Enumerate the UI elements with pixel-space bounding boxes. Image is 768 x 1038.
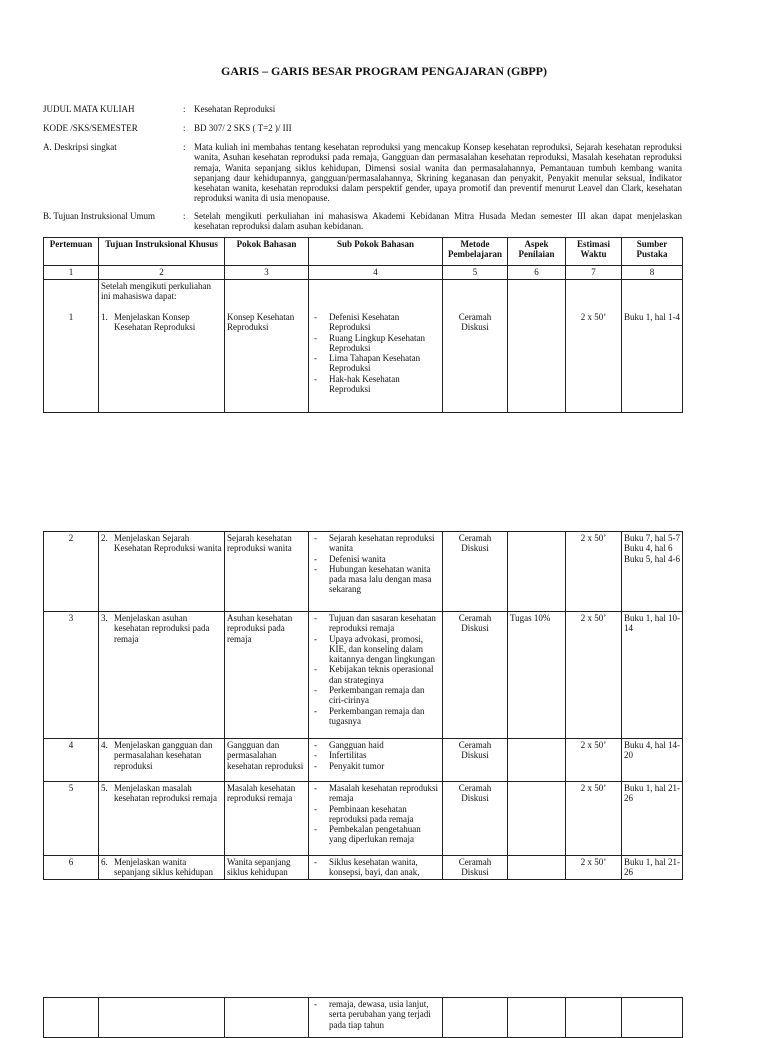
meta-colon: : (183, 142, 186, 152)
list-item: - Defenisi wanita (311, 554, 440, 564)
method (443, 998, 508, 1038)
list-item: - Gangguan haid (311, 740, 440, 750)
list-item: - Pembinaan kesehatan reproduksi pada remaja (311, 804, 440, 825)
column-number: 7 (566, 266, 622, 280)
table-row (44, 998, 683, 1038)
table-row (44, 612, 683, 739)
column-number-row (44, 266, 683, 280)
column-number: 8 (622, 266, 683, 280)
reference: Buku 1, hal 21-26 (622, 782, 683, 856)
time-estimate: 2 x 50’ (566, 739, 622, 782)
meeting-number: 2 (44, 532, 99, 612)
main-topic: Gangguan dan permasalahan kesehatan reproduksi (225, 739, 309, 782)
assessment (508, 998, 566, 1038)
list-item: - Pembekalan pengetahuan yang diperlukan remaja (311, 824, 440, 845)
column-number: 4 (309, 266, 443, 280)
list-item: - Hak-hak Kesehatan Reproduksi (311, 374, 440, 395)
header-cell: Metode Pembelajaran (443, 238, 508, 266)
table-row (44, 532, 683, 612)
main-topic: Konsep Kesehatan Reproduksi (225, 280, 309, 413)
list-item: - Kebijakan teknis operasional dan strateginya (311, 664, 440, 685)
meta-general-objective (43, 211, 683, 233)
meta-label: A. Deskripsi singkat (43, 142, 117, 152)
column-number: 3 (225, 266, 309, 280)
time-estimate: 2 x 50’ (566, 612, 622, 739)
list-item: - Hubungan kesehatan wanita pada masa lalu dengan masa sekarang (311, 564, 440, 595)
meeting-number: 5 (44, 782, 99, 856)
specific-objective: 4. Menjelaskan gangguan dan permasalahan kesehatan reproduksi (99, 739, 225, 782)
sub-topics (309, 280, 443, 413)
assessment: Tugas 10% (508, 612, 566, 739)
main-topic: Wanita sepanjang siklus kehidupan (225, 856, 309, 880)
meeting-number (44, 998, 99, 1038)
gbpp-table-part-3 (43, 997, 683, 1038)
reference: Buku 4, hal 14-20 (622, 739, 683, 782)
time-estimate: 2 x 50’ (566, 532, 622, 612)
assessment (508, 532, 566, 612)
document-title: GARIS – GARIS BESAR PROGRAM PENGAJARAN (GBPP) (220, 64, 547, 78)
meta-description (43, 142, 683, 206)
main-topic (225, 998, 309, 1038)
reference: Buku 1, hal 1-4 (622, 280, 683, 413)
reference: Buku 1, hal 10-14 (622, 612, 683, 739)
time-estimate: 2 x 50’ (566, 782, 622, 856)
table-row (44, 856, 683, 880)
meta-label: B. Tujuan Instruksional Umum (43, 211, 156, 221)
meta-colon: : (183, 104, 186, 114)
column-number: 5 (443, 266, 508, 280)
meta-value: Kesehatan Reproduksi (194, 104, 276, 114)
assessment (508, 280, 566, 413)
list-item: - Upaya advokasi, promosi, KIE, dan konseling dalam kaitannya dengan lingkungan (311, 634, 440, 665)
specific-objective (99, 998, 225, 1038)
gbpp-table-part-2 (43, 531, 683, 880)
time-estimate: 2 x 50’ (566, 280, 622, 413)
method: Ceramah Diskusi (443, 532, 508, 612)
meta-colon: : (183, 211, 186, 221)
list-item: - Siklus kesehatan wanita, konsepsi, bayi, dan anak, (311, 857, 440, 878)
header-cell: Sub Pokok Bahasan (309, 238, 443, 266)
time-estimate (566, 998, 622, 1038)
gbpp-table-part-1 (43, 237, 683, 413)
list-item: - Defenisi Kesehatan Reproduksi (311, 312, 440, 333)
method: Ceramah Diskusi (443, 739, 508, 782)
reference: Buku 7, hal 5-7 Buku 4, hal 6 Buku 5, hal 4-6 (622, 532, 683, 612)
main-topic: Masalah kesehatan reproduksi remaja (225, 782, 309, 856)
meeting-number: 6 (44, 856, 99, 880)
method: Ceramah Diskusi (443, 782, 508, 856)
meeting-number: 3 (44, 612, 99, 739)
time-estimate: 2 x 50’ (566, 856, 622, 880)
assessment (508, 739, 566, 782)
reference (622, 998, 683, 1038)
list-item: - Perkembangan remaja dan tugasnya (311, 706, 440, 727)
sub-topics (309, 532, 443, 612)
list-item: - Perkembangan remaja dan ciri-cirinya (311, 685, 440, 706)
header-cell: Tujuan Instruksional Khusus (99, 238, 225, 266)
specific-objective: 5. Menjelaskan masalah kesehatan reproduksi remaja (99, 782, 225, 856)
sub-topics (309, 612, 443, 739)
main-topic: Asuhan kesehatan reproduksi pada remaja (225, 612, 309, 739)
meeting-number: 4 (44, 739, 99, 782)
column-number: 1 (44, 266, 99, 280)
header-cell: Aspek Penilaian (508, 238, 566, 266)
list-item: - Sejarah kesehatan reproduksi wanita (311, 533, 440, 554)
column-number: 2 (99, 266, 225, 280)
table-header-row (44, 238, 683, 266)
meta-value: Mata kuliah ini membahas tentang kesehatan reproduksi yang mencakup Konsep kesehatan reproduksi, Sejarah kesehatan reproduksi wanita, Asuhan kesehatan reproduksi pada remaja, Gangguan dan permasalahan kesehatan reproduksi, Masalah kesehatan reproduksi remaja, Wanita sepanjang siklus kehidupan, Dimensi sosial wanita dan permasalahannya, Pemantauan tumbuh kembang wanita sepanjang daur kehidupannya, gangguan/permasalahannya, Skrining keganasan dan penyakit, Penyakit menular seksual, Indikator kesehatan wanita, kesehatan reproduksi dalam perspektif gender, upaya promotif dan preventif menurut Leavel dan Clark, kesehatan reproduksi wanita di usia menopause. (194, 142, 682, 204)
meta-course-title (43, 104, 683, 116)
list-item: - Lima Tahapan Kesehatan Reproduksi (311, 353, 440, 374)
meeting-number: 1 (44, 280, 99, 413)
reference: Buku 1, hal 21-26 (622, 856, 683, 880)
column-number: 6 (508, 266, 566, 280)
meta-value: BD 307/ 2 SKS ( T=2 )/ III (194, 123, 292, 133)
sub-topics (309, 782, 443, 856)
objective-intro: Setelah mengikuti perkuliahan ini mahasiswa dapat: (101, 281, 211, 302)
sub-topics (309, 998, 443, 1038)
specific-objective: 3. Menjelaskan asuhan kesehatan reproduksi pada remaja (99, 612, 225, 739)
method: Ceramah Diskusi (443, 612, 508, 739)
table-row (44, 782, 683, 856)
method: Ceramah Diskusi (443, 280, 508, 413)
assessment (508, 856, 566, 880)
meta-value: Setelah mengikuti perkuliahan ini mahasiswa Akademi Kebidanan Mitra Husada Medan semester III akan dapat menjelaskan kesehatan reproduksi dalam asuhan kebidanan. (194, 211, 682, 232)
header-cell: Pertemuan (44, 238, 99, 266)
method: Ceramah Diskusi (443, 856, 508, 880)
specific-objective: 2. Menjelaskan Sejarah Kesehatan Reproduksi wanita (99, 532, 225, 612)
header-cell: Estimasi Waktu (566, 238, 622, 266)
list-item: - remaja, dewasa, usia lanjut, serta perubahan yang terjadi pada tiap tahun (311, 999, 440, 1030)
table-row (44, 280, 683, 413)
list-item: - Infertilitas (311, 750, 440, 760)
list-item: - Penyakit tumor (311, 761, 440, 771)
meta-label: JUDUL MATA KULIAH (43, 104, 135, 114)
sub-topics (309, 856, 443, 880)
main-topic: Sejarah kesehatan reproduksi wanita (225, 532, 309, 612)
meta-label: KODE /SKS/SEMESTER (43, 123, 138, 133)
list-item: - Ruang Lingkup Kesehatan Reproduksi (311, 333, 440, 354)
header-cell: Pokok Bahasan (225, 238, 309, 266)
assessment (508, 782, 566, 856)
list-item: - Tujuan dan sasaran kesehatan reproduksi remaja (311, 613, 440, 634)
specific-objective: Setelah mengikuti perkuliahan ini mahasiswa dapat: 1. Menjelaskan Konsep Kesehatan Reproduksi (99, 280, 225, 413)
meta-colon: : (183, 123, 186, 133)
sub-topics (309, 739, 443, 782)
table-row (44, 739, 683, 782)
header-cell: Sumber Pustaka (622, 238, 683, 266)
list-item: - Masalah kesehatan reproduksi remaja (311, 783, 440, 804)
specific-objective: 6. Menjelaskan wanita sepanjang siklus kehidupan (99, 856, 225, 880)
meta-course-code (43, 123, 683, 135)
